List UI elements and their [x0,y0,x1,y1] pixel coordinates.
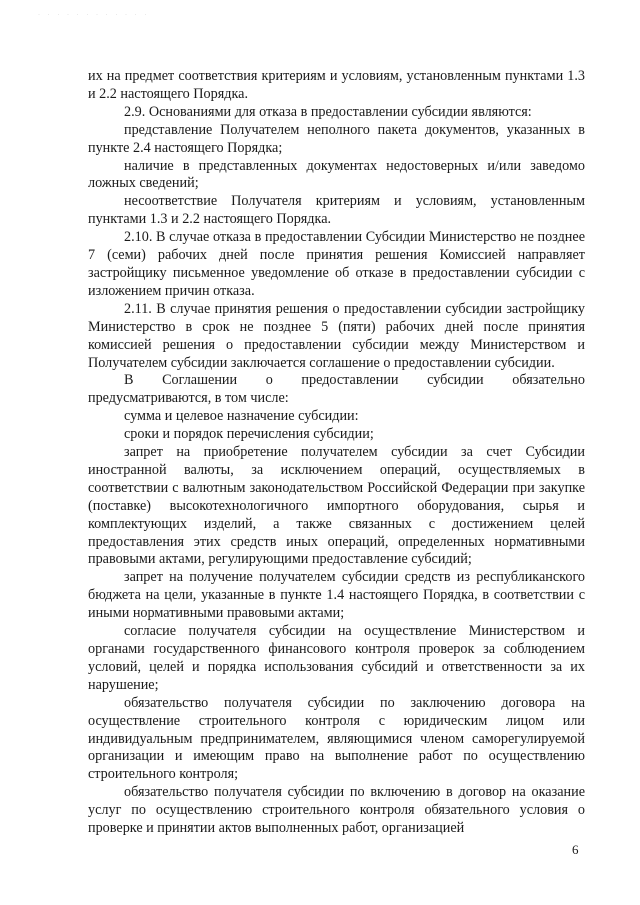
scan-header-marks: · · · · · · · · · · · · [38,12,150,18]
paragraph-2-9: 2.9. Основаниями для отказа в предоставлении субсидии являются: [124,103,532,120]
paragraph-budget-ban: запрет на получение получателем субсидии средств из республиканского бюджета на цели, указанные в пункте 1.4 настоящего Порядка, в соответствии с иными нормативными правовыми актами; [88,569,585,622]
paragraph-construction-control-clause: обязательство получателя субсидии по включению в договор на оказание услуг по осуществлению строительного контроля обязательного условия о проверке и принятии актов выполненных работ, организацией [88,784,585,837]
paragraph-2-10: 2.10. В случае отказа в предоставлении Субсидии Министерство не позднее 7 (семи) рабочих дней после принятия решения Комиссией направляет застройщику письменное уведомление об отказе в предоставлении субсидии с изложением причин отказа. [88,229,585,299]
paragraph-inspection-consent: согласие получателя субсидии на осуществление Министерством и органами государственного финансового контроля проверок за соблюдением условий, целей и порядка использования субсидий и ответственности за их нарушение; [88,623,585,693]
paragraph-2-11: 2.11. В случае принятия решения о предоставлении субсидии застройщику Министерство в срок не позднее 5 (пяти) рабочих дней после принятия комиссией решения о предоставлении субсидии между Министерством и Получателем субсидии заключается соглашение о предоставлении субсидии. [88,300,585,371]
paragraph-incomplete-documents: представление Получателем неполного пакета документов, указанных в пункте 2.4 настоящего Порядка; [88,121,585,156]
paragraph-false-information: наличие в представленных документах недостоверных и/или заведомо ложных сведений; [88,157,585,192]
paragraph-non-compliance: несоответствие Получателя критериям и условиям, установленным пунктами 1.3 и 2.2 настоящего Порядка. [88,193,585,228]
paragraph-agreement-terms: В Соглашении о предоставлении субсидии обязательно предусматриваются, в том числе: [88,372,585,407]
page-number: 6 [572,842,579,857]
paragraph-amount-purpose: сумма и целевое назначение субсидии: [124,408,359,425]
paragraph-continuation: их на предмет соответствия критериям и условиям, установленным пунктами 1.3 и 2.2 настоящего Порядка. [88,68,585,102]
document-body [88,68,585,838]
paragraph-transfer-terms: сроки и порядок перечисления субсидии; [124,426,374,443]
paragraph-construction-control-contract: обязательство получателя субсидии по заключению договора на осуществление строительного контроля с юридическим лицом или индивидуальным предпринимателем, являющимися членом саморегулируемой организации и имеющим право на выполнение работ по осуществлению строительного контроля; [88,694,585,783]
paragraph-currency-ban: запрет на приобретение получателем субсидии за счет Субсидии иностранной валюты, за исключением операций, осуществляемых в соответствии с валютным законодательством Российской Федерации при закупке (поставке) высокотехнологичного импортного оборудования, сырья и комплектующих изделий, а также связанных с достижением целей предоставления этих средств иных операций, определенных нормативными правовыми актами, регулирующими предоставление субсидий; [88,444,585,568]
